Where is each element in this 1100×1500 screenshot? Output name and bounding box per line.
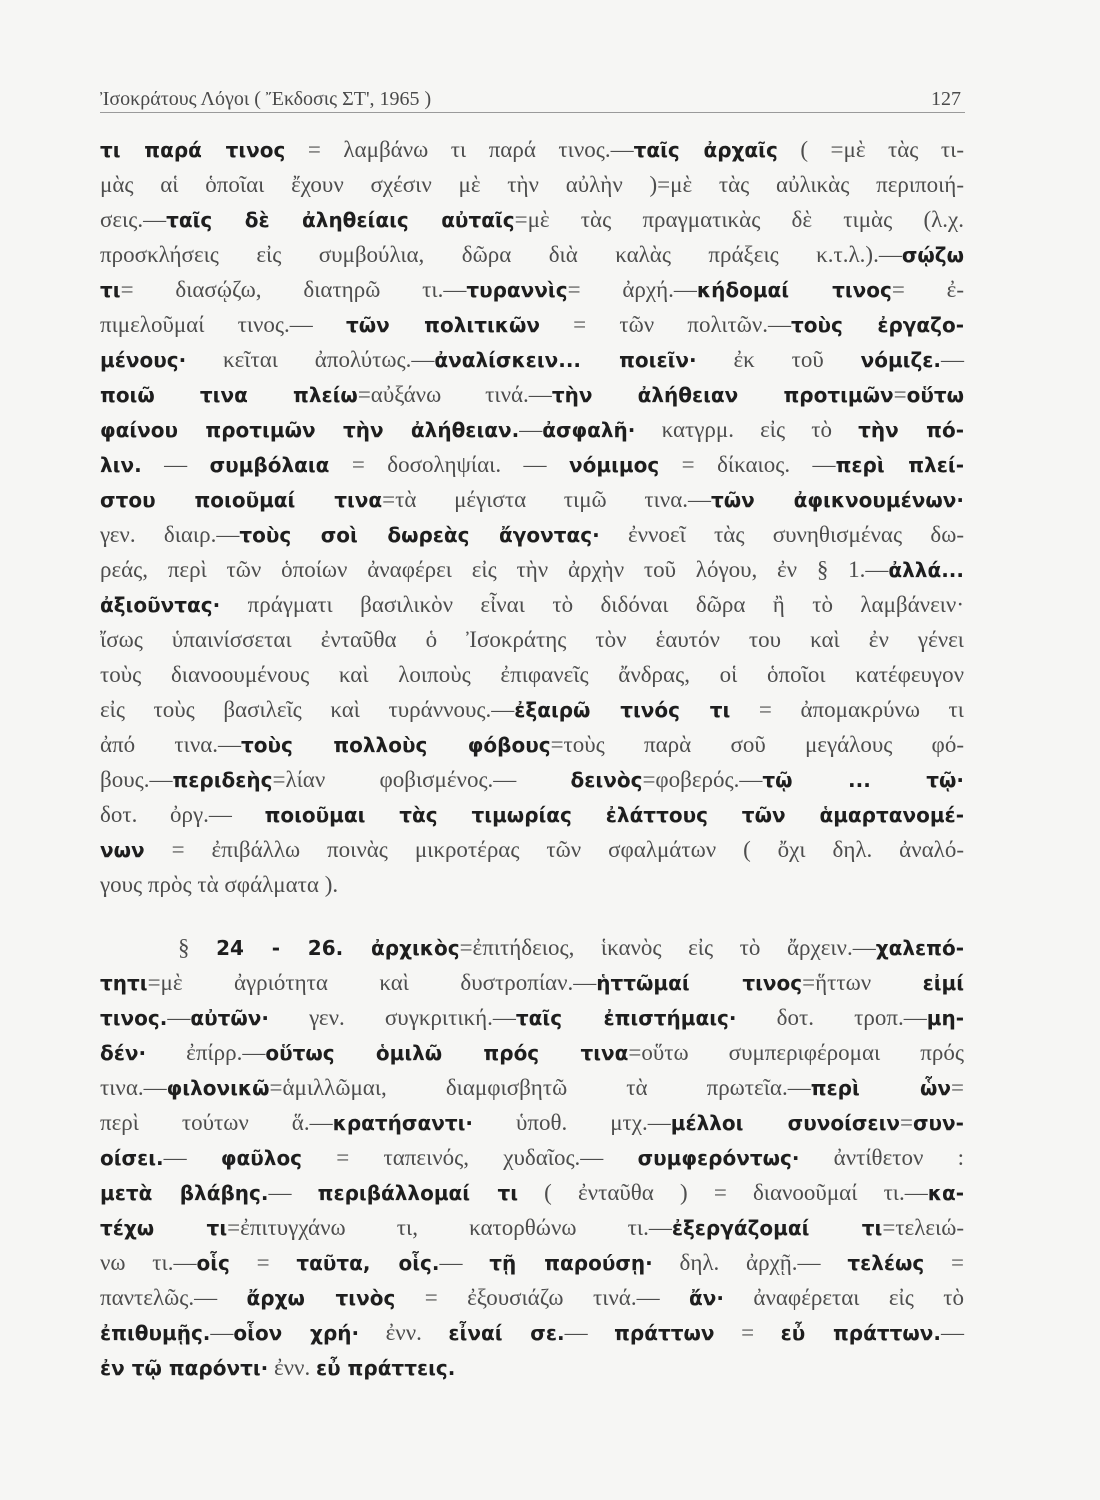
lemma-text: οίσει. xyxy=(100,1146,164,1170)
lemma-text: νόμιμος xyxy=(569,453,660,477)
page-number: 127 xyxy=(931,88,961,110)
lemma-text: νων xyxy=(100,838,145,862)
gloss-text: = xyxy=(951,1075,965,1100)
gloss-text: = ἀρχή.— xyxy=(567,277,697,302)
lemma-text: ἄρχω τινὸς xyxy=(246,1286,396,1310)
gloss-text: ρεάς, περὶ τῶν ὁποίων ἀναφέρει εἰς τὴν ἀρχὴν τοῦ λόγου, ἐν § 1.— xyxy=(100,557,889,582)
lemma-text: ποιῶ τινα πλείω xyxy=(100,383,358,407)
lemma-text: μένους· xyxy=(100,348,187,372)
gloss-text: ὑποθ. μτχ.— xyxy=(472,1110,671,1135)
text-line xyxy=(100,832,965,867)
gloss-text: = διασῴζω, διατηρῶ τι.— xyxy=(120,277,467,302)
text-line-content xyxy=(100,202,964,240)
text-line-content xyxy=(100,552,964,590)
gloss-text: βους.— xyxy=(100,767,173,792)
text-line-content xyxy=(100,447,964,485)
text-line-content xyxy=(100,342,964,380)
lemma-text: εὖ πράττεις. xyxy=(315,1356,456,1380)
text-line-content xyxy=(100,307,964,345)
paragraph xyxy=(100,132,965,902)
gloss-text: ἀπό τινα.— xyxy=(100,732,242,757)
lemma-text: ἡττῶμαί τινος xyxy=(596,971,803,995)
lemma-text: εἶναί σε. xyxy=(448,1321,565,1345)
text-line xyxy=(100,167,965,202)
gloss-text: περὶ τούτων ἅ.— xyxy=(100,1110,333,1135)
lemma-text: πράττων xyxy=(614,1321,715,1345)
gloss-text: =τοὺς παρὰ σοῦ μεγάλους φό- xyxy=(550,732,964,757)
gloss-text: ( =μὲ τὰς τι- xyxy=(777,137,964,162)
text-line-content xyxy=(100,167,964,205)
gloss-text: = λαμβάνω τι παρά τινος.— xyxy=(285,137,634,162)
lemma-text: δέν· xyxy=(100,1041,147,1065)
lemma-text: τι παρά τινος xyxy=(100,138,286,162)
gloss-text: — xyxy=(519,417,543,442)
lemma-text: οἷον χρή· xyxy=(233,1321,360,1345)
text-line-content xyxy=(100,797,964,835)
text-line-content xyxy=(100,622,964,660)
text-line xyxy=(100,1315,965,1350)
text-line-content xyxy=(100,412,964,450)
text-line-content xyxy=(100,727,964,765)
gloss-text: § xyxy=(178,935,217,960)
text-line xyxy=(100,930,965,965)
lemma-text: ἀσφαλῆ· xyxy=(542,418,636,442)
text-line xyxy=(100,1105,965,1140)
gloss-text: — xyxy=(941,1320,964,1345)
lemma-text: κρατήσαντι· xyxy=(332,1111,473,1135)
lemma-text: συμβόλαια xyxy=(209,453,330,477)
gloss-text: πιμελοῦμαί τινος.— xyxy=(100,312,346,337)
gloss-text: σεις.— xyxy=(100,207,167,232)
gloss-text: μὰς αἱ ὁποῖαι ἔχουν σχέσιν μὲ τὴν αὐλὴν )=μὲ τὰς αὐλικὰς περιποιή- xyxy=(100,172,964,197)
gloss-text: = xyxy=(714,1320,781,1345)
text-line xyxy=(100,587,965,622)
text-line xyxy=(100,692,965,727)
text-line xyxy=(100,797,965,832)
text-line-content xyxy=(100,132,964,170)
text-line-content xyxy=(100,965,964,1003)
gloss-text: = ταπεινός, χυδαῖος.— xyxy=(302,1145,638,1170)
gloss-text: ἀντίθετον : xyxy=(799,1145,965,1170)
text-line-content xyxy=(100,692,964,730)
lemma-text: ἐπιθυμῇς. xyxy=(100,1321,211,1345)
gloss-text: =τὰ μέγιστα τιμῶ τινα.— xyxy=(382,487,711,512)
text-line xyxy=(100,1350,965,1385)
gloss-text: = xyxy=(899,1110,913,1135)
gloss-text: κεῖται ἀπολύτως.— xyxy=(186,347,435,372)
gloss-text: ἐννοεῖ τὰς συνηθισμένας δω- xyxy=(599,522,964,547)
gloss-text: = ἀπομακρύνω τι xyxy=(730,697,964,722)
lemma-text: τῶν ἀφικνουμένων· xyxy=(711,488,964,512)
lemma-text: τοὺς πολλοὺς φόβους xyxy=(241,733,551,757)
text-line xyxy=(100,237,965,272)
lemma-text: τῇ παρούσῃ· xyxy=(489,1251,653,1275)
gloss-text: ἐνν. xyxy=(268,1355,316,1380)
text-line xyxy=(100,517,965,552)
text-line-content xyxy=(100,1035,964,1073)
gloss-text: πράγματι βασιλικὸν εἶναι τὸ διδόναι δῶρα ἢ τὸ λαμβάνειν· xyxy=(220,592,964,617)
text-line-content xyxy=(100,482,964,520)
text-line xyxy=(100,657,965,692)
gloss-text: =φοβερός.— xyxy=(642,767,763,792)
text-line-content xyxy=(100,1210,964,1248)
lemma-text: κήδομαί τινος xyxy=(696,278,892,302)
lemma-text: περιδεὴς xyxy=(172,768,273,792)
text-line xyxy=(100,272,965,307)
text-line-content xyxy=(100,517,964,555)
gloss-text: δοτ. τροπ.— xyxy=(736,1005,927,1030)
lemma-text: ἀξιοῦντας· xyxy=(100,593,221,617)
body-text xyxy=(100,132,965,1385)
lemma-text: τοὺς σοὶ δωρεὰς ἄγοντας· xyxy=(239,523,600,547)
text-line-content xyxy=(100,237,964,275)
gloss-text: =οὕτω συμπεριφέρομαι πρός xyxy=(628,1040,964,1065)
lemma-text: κα- xyxy=(927,1181,964,1205)
lemma-text: μη- xyxy=(926,1006,964,1030)
lemma-text: ταῖς δὲ ἀληθείαις αὐταῖς xyxy=(166,208,515,232)
lemma-text: περὶ ὧν xyxy=(810,1076,952,1100)
lemma-text: 24 - 26. ἀρχικὸς xyxy=(216,936,460,960)
lemma-text: δεινὸς xyxy=(570,768,643,792)
gloss-text: = δοσοληψίαι. — xyxy=(329,452,569,477)
gloss-text: γεν. συγκριτική.— xyxy=(269,1005,516,1030)
text-line xyxy=(100,447,965,482)
gloss-text: τινα.— xyxy=(100,1075,167,1100)
text-line xyxy=(100,552,965,587)
text-line xyxy=(100,482,965,517)
lemma-text: συμφερόντως· xyxy=(637,1146,800,1170)
header-rule xyxy=(100,112,965,113)
lemma-text: οὕτως ὁμιλῶ πρός τινα xyxy=(265,1041,629,1065)
gloss-text: ἀναφέρεται εἰς τὸ xyxy=(724,1285,965,1310)
text-line-content xyxy=(100,657,964,695)
text-line xyxy=(100,1140,965,1175)
text-line xyxy=(100,867,965,902)
gloss-text: — xyxy=(167,1005,191,1030)
lemma-text: ἀναλίσκειν... ποιεῖν· xyxy=(434,348,697,372)
lemma-text: τητι xyxy=(100,971,148,995)
lemma-text: νόμιζε. xyxy=(860,348,941,372)
lemma-text: περιβάλλομαί τι xyxy=(317,1181,519,1205)
gloss-text: ἐκ τοῦ xyxy=(696,347,861,372)
text-line-content xyxy=(100,377,964,415)
gloss-text: = xyxy=(893,382,907,407)
running-title: Ἰσοκράτους Λόγοι ( Ἔκδοσις ΣΤ', 1965 ) xyxy=(100,88,432,110)
text-line-content xyxy=(100,1280,964,1318)
lemma-text: τῶν πολιτικῶν xyxy=(346,313,540,337)
gloss-text: =τελειώ- xyxy=(882,1215,964,1240)
lemma-text: ἐν τῷ παρόντι· xyxy=(100,1356,269,1380)
gloss-text: — xyxy=(941,347,964,372)
gloss-text: =ἐπιτυγχάνω τι, κατορθώνω τι.— xyxy=(227,1215,672,1240)
text-line xyxy=(100,377,965,412)
text-line xyxy=(100,762,965,797)
gloss-text: = ἐ- xyxy=(891,277,964,302)
gloss-text: νω τι.— xyxy=(100,1250,197,1275)
text-line-content xyxy=(100,1350,455,1388)
gloss-text: =ἐπιτήδειος, ἱκανὸς εἰς τὸ ἄρχειν.— xyxy=(459,935,876,960)
text-line-content xyxy=(100,1245,964,1283)
gloss-text: τοὺς διανοουμένους καὶ λοιποὺς ἐπιφανεῖς ἄνδρας, οἱ ὁποῖοι κατέφευγον xyxy=(100,662,964,687)
gloss-text: =μὲ ἀγριότητα καὶ δυστροπίαν.— xyxy=(147,970,597,995)
text-line xyxy=(100,1000,965,1035)
text-line-content xyxy=(178,930,964,968)
gloss-text: προσκλήσεις εἰς συμβούλια, δῶρα διὰ καλὰς πράξεις κ.τ.λ.).— xyxy=(100,242,902,267)
text-line-content xyxy=(100,867,338,905)
gloss-text: ἴσως ὑπαινίσσεται ἐνταῦθα ὁ Ἰσοκράτης τὸν ἑαυτόν του καὶ ἐν γένει xyxy=(100,627,964,652)
gloss-text: = ἐξουσιάζω τινά.— xyxy=(395,1285,690,1310)
lemma-text: τυραννὶς xyxy=(466,278,568,302)
gloss-text: — xyxy=(141,452,210,477)
lemma-text: τελέως xyxy=(847,1251,925,1275)
text-line xyxy=(100,727,965,762)
gloss-text: =μὲ τὰς πραγματικὰς δὲ τιμὰς (λ.χ. xyxy=(514,207,964,232)
lemma-text: τινος. xyxy=(100,1006,168,1030)
lemma-text: οὕτω xyxy=(906,383,965,407)
gloss-text: — xyxy=(564,1320,615,1345)
text-line-content xyxy=(100,1315,964,1353)
lemma-text: εἰμί xyxy=(922,971,964,995)
gloss-text: = ἐπιβάλλω ποινὰς μικροτέρας τῶν σφαλμάτων ( ὄχι δηλ. ἀναλό- xyxy=(144,837,964,862)
text-line xyxy=(100,1175,965,1210)
gloss-text: — xyxy=(439,1250,490,1275)
paragraph xyxy=(100,930,965,1385)
lemma-text: ἐξαιρῶ τινός τι xyxy=(514,698,731,722)
lemma-text: οἷς xyxy=(196,1251,230,1275)
lemma-text: λιν. xyxy=(100,453,142,477)
lemma-text: τέχω τι xyxy=(100,1216,228,1240)
text-line-content xyxy=(100,1140,964,1178)
lemma-text: ταῖς ἐπιστήμαις· xyxy=(515,1006,737,1030)
lemma-text: συν- xyxy=(912,1111,964,1135)
text-line xyxy=(100,342,965,377)
gloss-text: = xyxy=(924,1250,964,1275)
text-line-content xyxy=(100,272,964,310)
text-line xyxy=(100,1280,965,1315)
text-line xyxy=(100,1035,965,1070)
gloss-text: παντελῶς.— xyxy=(100,1285,247,1310)
text-line xyxy=(100,202,965,237)
text-line-content xyxy=(100,1070,964,1108)
gloss-text: = δίκαιος. — xyxy=(659,452,836,477)
gloss-text: ἐπίρρ.— xyxy=(146,1040,266,1065)
text-line-content xyxy=(100,1105,964,1143)
lemma-text: μετὰ βλάβης. xyxy=(100,1181,269,1205)
lemma-text: φαίνου προτιμῶν τὴν ἀλήθειαν. xyxy=(100,418,520,442)
gloss-text: ( ἐνταῦθα ) = διανοοῦμαί τι.— xyxy=(518,1180,928,1205)
text-line xyxy=(100,412,965,447)
lemma-text: ποιοῦμαι τὰς τιμωρίας ἐλάττους τῶν ἁμαρτανομέ- xyxy=(264,803,964,827)
text-line xyxy=(100,622,965,657)
gloss-text: =αὐξάνω τινά.— xyxy=(357,382,552,407)
lemma-text: φαῦλος xyxy=(220,1146,303,1170)
text-line-content xyxy=(100,1175,964,1213)
text-line-content xyxy=(100,1000,964,1038)
gloss-text: δοτ. ὀργ.— xyxy=(100,802,265,827)
lemma-text: μέλλοι συνοίσειν xyxy=(670,1111,900,1135)
lemma-text: τῷ ... τῷ· xyxy=(762,768,964,792)
lemma-text: ἀλλά... xyxy=(888,558,964,582)
gloss-text: — xyxy=(268,1180,318,1205)
lemma-text: ἐξεργάζομαί τι xyxy=(671,1216,883,1240)
lemma-text: τοὺς ἐργαζο- xyxy=(791,313,964,337)
gloss-text: =ἁμιλλῶμαι, διαμφισβητῶ τὰ πρωτεῖα.— xyxy=(269,1075,811,1100)
page-header xyxy=(100,86,965,112)
gloss-text: ἐνν. xyxy=(359,1320,449,1345)
gloss-text: = τῶν πολιτῶν.— xyxy=(539,312,792,337)
lemma-text: ταῖς ἀρχαῖς xyxy=(633,138,778,162)
lemma-text: τὴν ἀλήθειαν προτιμῶν xyxy=(551,383,894,407)
gloss-text: εἰς τοὺς βασιλεῖς καὶ τυράννους.— xyxy=(100,697,515,722)
text-line xyxy=(100,132,965,167)
text-line xyxy=(100,307,965,342)
gloss-text: =λίαν φοβισμένος.— xyxy=(272,767,571,792)
gloss-text: γους πρὸς τὰ σφάλματα ). xyxy=(100,872,339,897)
gloss-text: — xyxy=(210,1320,234,1345)
gloss-text: — xyxy=(163,1145,221,1170)
lemma-text: εὖ πράττων. xyxy=(780,1321,941,1345)
text-line xyxy=(100,1210,965,1245)
gloss-text: = xyxy=(229,1250,297,1275)
lemma-text: σῴζω xyxy=(901,243,964,267)
gloss-text: γεν. διαιρ.— xyxy=(100,522,240,547)
text-line xyxy=(100,1070,965,1105)
text-line-content xyxy=(100,587,964,625)
lemma-text: χαλεπό- xyxy=(875,936,964,960)
gloss-text: δηλ. ἀρχῇ.— xyxy=(652,1250,848,1275)
lemma-text: τι xyxy=(100,278,121,302)
gloss-text: =ἥττων xyxy=(802,970,923,995)
gloss-text: κατγρμ. εἰς τὸ xyxy=(635,417,859,442)
text-line-content xyxy=(100,762,964,800)
lemma-text: αὐτῶν· xyxy=(190,1006,269,1030)
lemma-text: φιλονικῶ xyxy=(166,1076,270,1100)
lemma-text: στου ποιοῦμαί τινα xyxy=(100,488,383,512)
lemma-text: τὴν πό- xyxy=(858,418,964,442)
text-line-content xyxy=(100,832,964,870)
text-line xyxy=(100,965,965,1000)
text-line xyxy=(100,1245,965,1280)
lemma-text: ἄν· xyxy=(689,1286,724,1310)
lemma-text: ταῦτα, οἷς. xyxy=(296,1251,440,1275)
lemma-text: περὶ πλεί- xyxy=(835,453,965,477)
